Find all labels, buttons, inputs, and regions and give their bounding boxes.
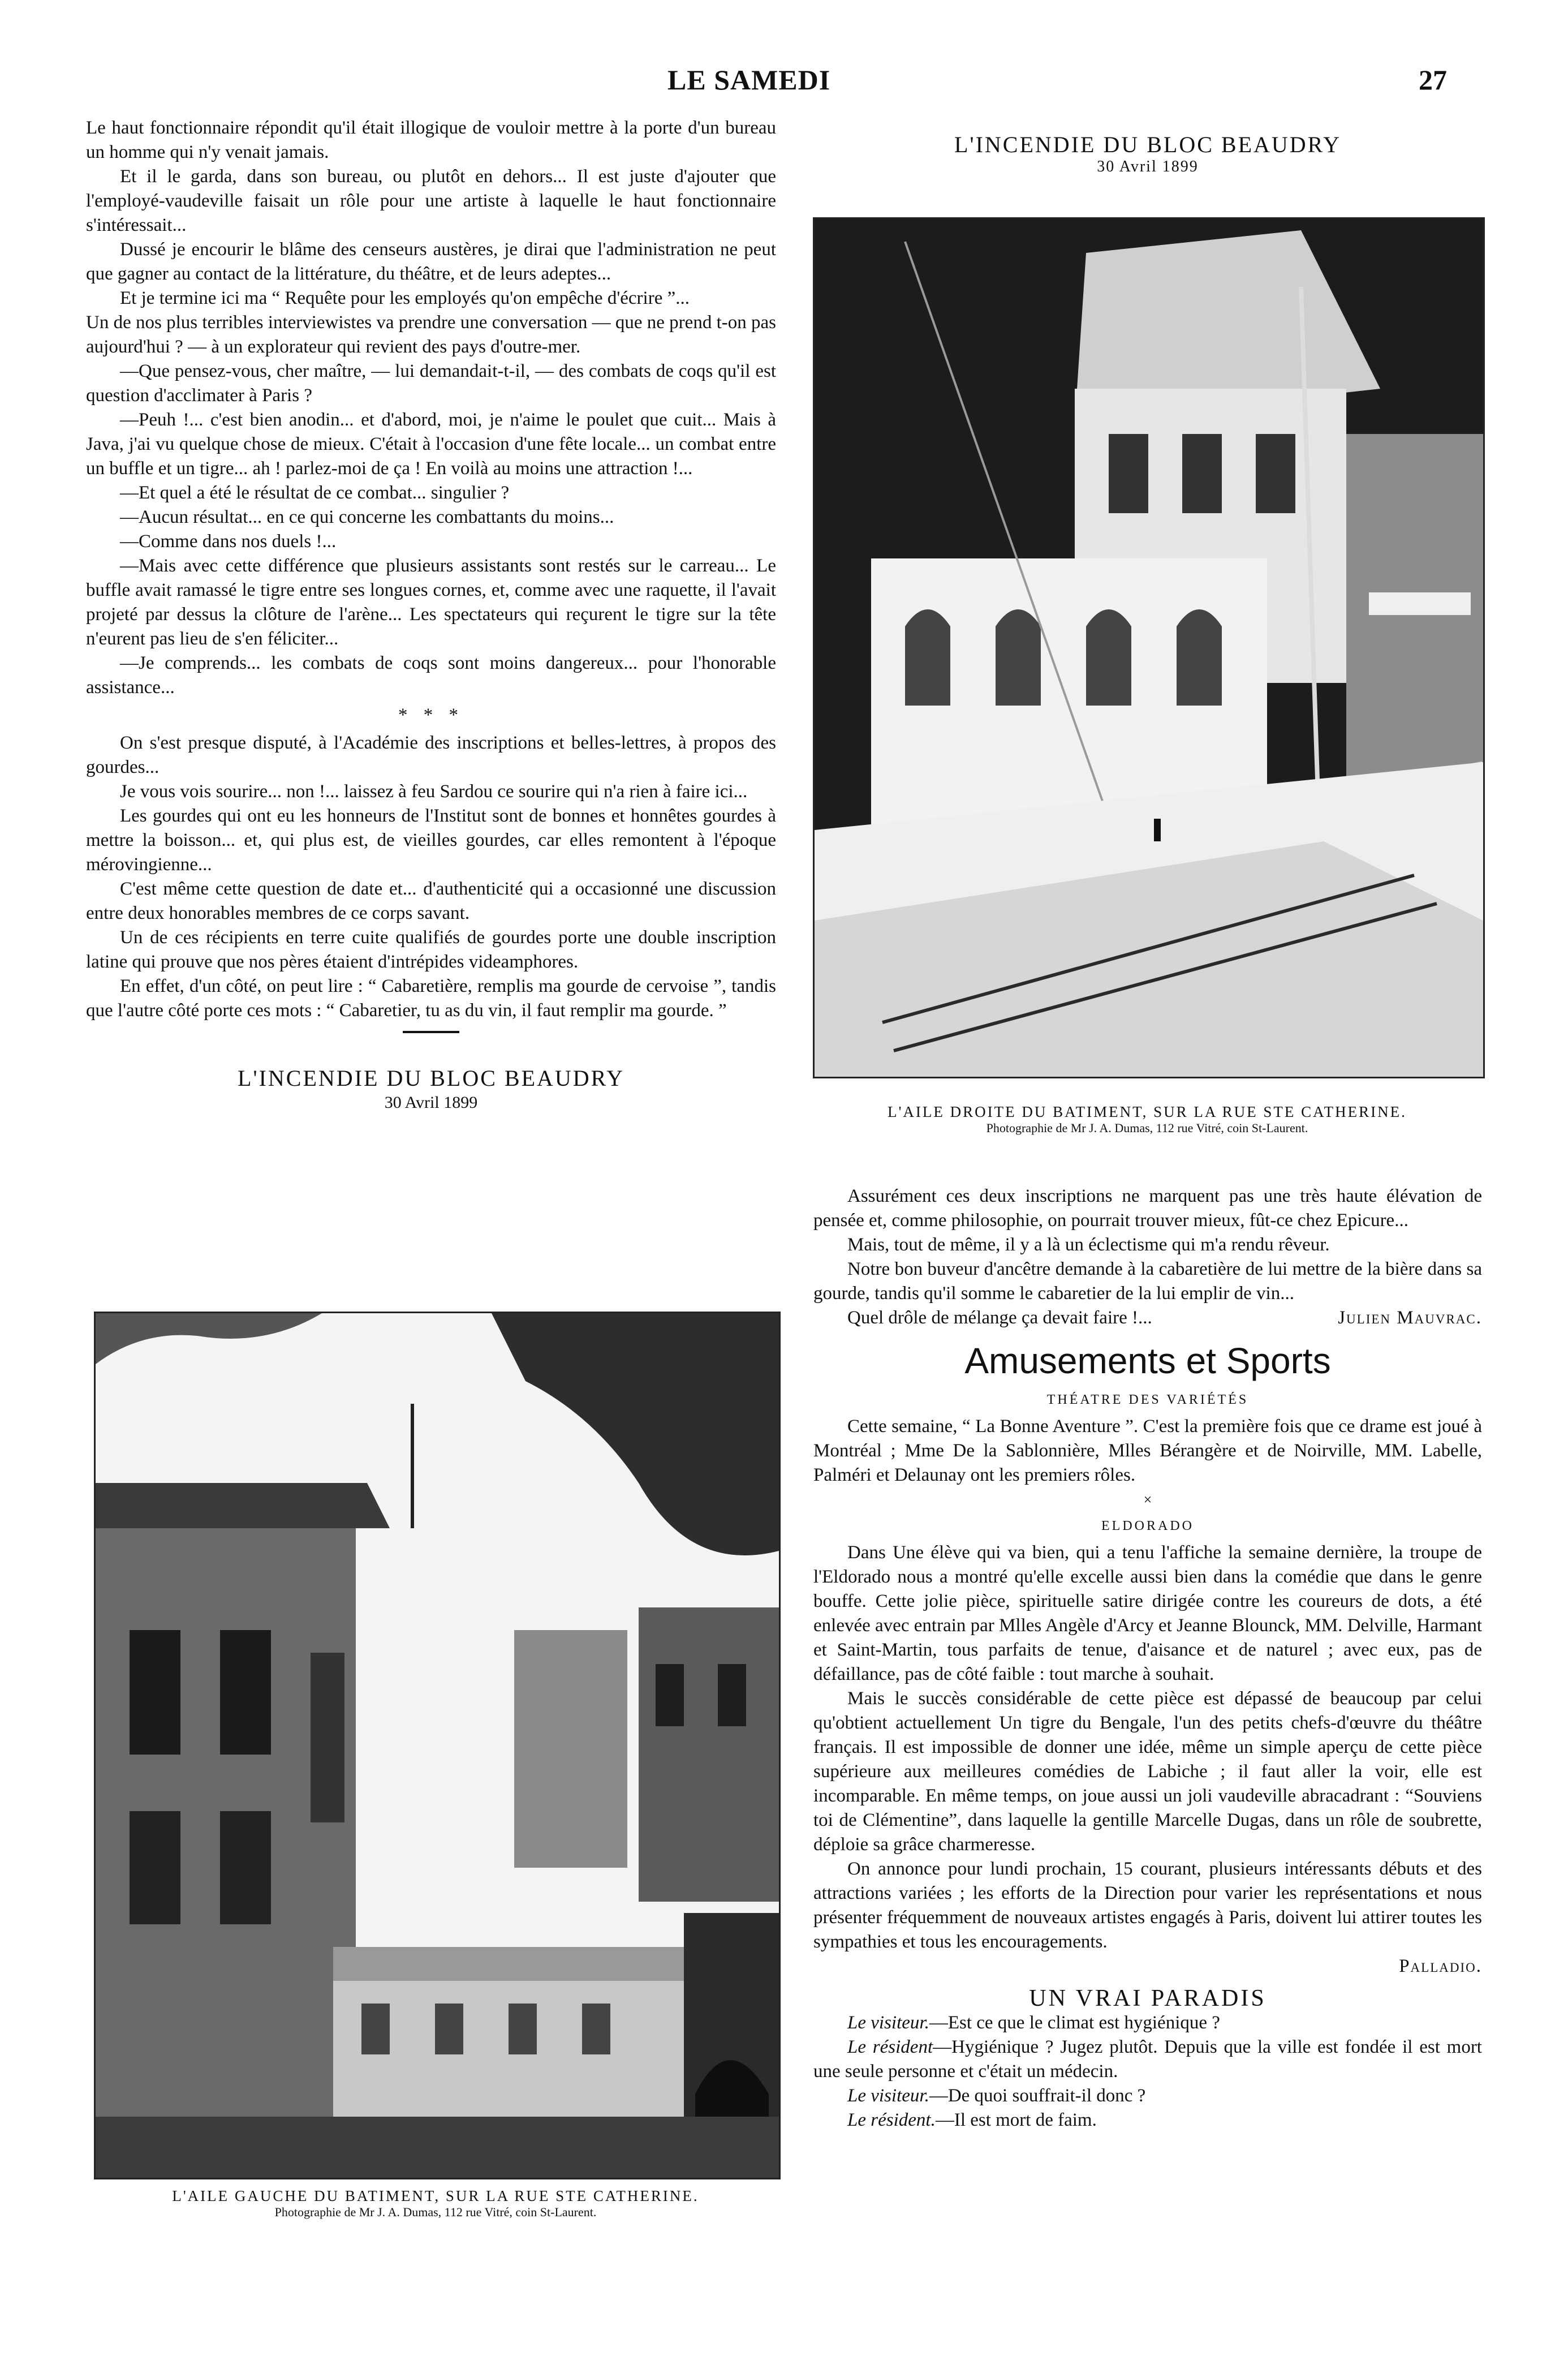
paragraph: Mais, tout de même, il y a là un éclectisme qui m'a rendu rêveur. (847, 1235, 1330, 1255)
photo-caption-left (94, 2187, 777, 2220)
paragraph: —Peuh !... c'est bien anodin... et d'abord, moi, je n'aime le poulet que cuit... Mais à Java, j'ai vu quelque chose de mieux. C'était à l'occasion d'une fête locale... un combat entre un buffle et un tigre... ah ! parlez-moi de ça ! En voilà au moins une attraction !... (86, 410, 776, 479)
right-column (813, 1184, 1482, 2133)
paragraph: En effet, d'un côté, on peut lire : “ Cabaretière, remplis ma gourde de cervoise ”, tandis que l'autre côté porte ces mots : “ Cabaretier, tu as du vin, il faut remplir ma gourde. ” (86, 976, 776, 1021)
paragraph: Et il le garda, dans son bureau, ou plutôt en dehors... Il est juste d'ajouter que l'employé-vaudeville faisait un rôle pour une artiste à laquelle le haut fonctionnaire s'intéressait... (86, 166, 776, 235)
subsection-title: THÉATRE DES VARIÉTÉS (1046, 1392, 1249, 1407)
paragraph: C'est même cette question de date et... d'authenticité qui a occasionné une discussion entre deux honorables membres de ce corps savant. (86, 879, 776, 923)
paragraph: Un de ces récipients en terre cuite qualifiés de gourdes porte une double inscription latine qui prouve que nos pères étaient d'intrépides videamphores. (86, 927, 776, 972)
paragraph (813, 1306, 1482, 1330)
speaker: Le visiteur. (847, 2086, 929, 2106)
paragraph: Notre bon buveur d'ancêtre demande à la cabaretière de lui mettre de la bière dans sa gourde, tandis qu'il somme le cabaretier de la lui emplir de vin... (813, 1259, 1482, 1304)
journal-title: LE SAMEDI (667, 64, 831, 96)
paragraph-text: Quel drôle de mélange ça devait faire !... (847, 1308, 1152, 1328)
paragraph: Je vous vois sourire... non !... laissez à feu Sardou ce sourire qui n'a rien à faire ici... (120, 781, 748, 802)
paragraph: —Je comprends... les combats de coqs sont moins dangereux... pour l'honorable assistance... (86, 653, 776, 698)
paragraph: Le haut fonctionnaire répondit qu'il était illogique de vouloir mettre à la porte d'un bureau un homme qui n'y venait jamais. (86, 118, 776, 162)
speaker: Le visiteur. (847, 2013, 929, 2033)
paragraph: Dussé je encourir le blâme des censeurs austères, je dirai que l'administration ne peut que gagner au contact de la littérature, du théâtre, et de leurs adeptes... (86, 239, 776, 284)
line: —Hygiénique ? Jugez plutôt. Depuis que la ville est fondée il est mort une seule personne et c'était un médecin. (813, 2037, 1482, 2082)
divider (403, 1031, 459, 1033)
paragraph: —Comme dans nos duels !... (120, 531, 337, 552)
dialogue-line (813, 2011, 1482, 2035)
section-separator: * * * (398, 705, 464, 725)
paragraph: —Et quel a été le résultat de ce combat... singulier ? (120, 483, 510, 503)
caption-credit: Photographie de Mr J. A. Dumas, 112 rue Vitré, coin St-Laurent. (986, 1121, 1308, 1135)
caption-title: L'AILE GAUCHE DU BATIMENT, SUR LA RUE STE CATHERINE. (172, 2187, 699, 2204)
paragraph: Les gourdes qui ont eu les honneurs de l'Institut sont de bonnes et honnêtes gourdes à mettre la boisson... et, qui plus est, de vieilles gourdes, car elles remontent à l'époque mérovingienne... (86, 806, 776, 875)
author-signature: Julien Mauvrac. (1338, 1308, 1482, 1328)
separator-mark: × (1143, 1491, 1152, 1508)
dialogue-line (813, 2108, 1482, 2133)
paragraph: On annonce pour lundi prochain, 15 courant, plusieurs intéressants débuts et des attractions variées ; les efforts de la Direction pour varier les représentations et nous présenter fréquemment de nouveaux artistes engagés à Paris, doivent lui attirer toutes les sympathies et tous les encouragements. (813, 1859, 1482, 1952)
photo-caption-right (813, 1103, 1481, 1136)
left-column (86, 116, 776, 1126)
section-title: UN VRAI PARADIS (1029, 1985, 1267, 2011)
page-number: 27 (1419, 64, 1447, 96)
speaker: Le résident. (847, 2110, 936, 2130)
right-section-heading (813, 131, 1482, 176)
section-date: 30 Avril 1899 (384, 1093, 478, 1112)
paragraph: Dans Une élève qui va bien, qui a tenu l'affiche la semaine dernière, la troupe de l'Eldorado nous a montré qu'elle excelle aussi bien dans la comédie que dans le genre bouffe. Cette jolie pièce, spirituelle satire dirigée contre les coureurs de dots, a été enlevée avec entrain par Mlles Angèle d'Arcy et Jeanne Blounck, MM. Delville, Harmant et Saint-Martin, tous parfaits de tenue, d'aisance et de naturel ; avec eux, pas de défaillance, pas de côté faible : tout marche à souhait. (813, 1542, 1482, 1684)
author-signature: Palladio. (1399, 1956, 1482, 1976)
dialogue-line (813, 2035, 1482, 2084)
paragraph: —Mais avec cette différence que plusieurs assistants sont restés sur le carreau... Le buffle avait ramassé le tigre entre ses longues cornes, et, comme avec une raquette, il l'avait projeté par dessus la clôture de l'arène... Les spectateurs qui reçurent le tigre sur la tête n'eurent pas lieu de s'en féliciter... (86, 556, 776, 649)
building-fire-right-wing-photo (813, 217, 1485, 1078)
line: —Est ce que le climat est hygiénique ? (929, 2013, 1220, 2033)
section-date: 30 Avril 1899 (1097, 158, 1199, 175)
paragraph: On s'est presque disputé, à l'Académie des inscriptions et belles-lettres, à propos des gourdes... (86, 733, 776, 777)
caption-title: L'AILE DROITE DU BATIMENT, SUR LA RUE STE CATHERINE. (888, 1103, 1407, 1120)
speaker: Le résident (847, 2037, 933, 2057)
paragraph: Mais le succès considérable de cette pièce est dépassé de beaucoup par celui qu'obtient actuellement Un tigre du Bengale, l'un des petits chefs-d'œuvre du théâtre français. Il est impossible de donner une idée, même un simple aperçu de cette pièce supérieure aux meilleures comédies de Labiche ; il faut aller la voir, elle est incomparable. En même temps, on joue aussi un joli vaudeville abracadrant : “Souviens toi de Clémentine”, dans laquelle la gentille Marcelle Dugas, dans un rôle de soubrette, déploie sa grâce charmeresse. (813, 1688, 1482, 1855)
paragraph: Un de nos plus terribles interviewistes va prendre une conversation — que ne prend t-on pas aujourd'hui ? — à un explorateur qui revient des pays d'outre-mer. (86, 312, 776, 357)
paragraph: Et je termine ici ma “ Requête pour les employés qu'on empêche d'écrire ”... (120, 288, 690, 308)
line: —De quoi souffrait-il donc ? (929, 2086, 1146, 2106)
paragraph: —Que pensez-vous, cher maître, — lui demandait-t-il, — des combats de coqs qu'il est question d'acclimater à Paris ? (86, 361, 776, 406)
paragraph: Cette semaine, “ La Bonne Aventure ”. C'est la première fois que ce drame est joué à Montréal ; Mme De la Sablonnière, Mlles Bérangère et de Noirville, MM. Labelle, Palméri et Delaunay ont les premiers rôles. (813, 1416, 1482, 1485)
section-title: L'INCENDIE DU BLOC BEAUDRY (237, 1065, 625, 1091)
paragraph: Assurément ces deux inscriptions ne marquent pas une très haute élévation de pensée et, comme philosophie, on pourrait trouver mieux, fût-ce chez Epicure... (813, 1186, 1482, 1231)
section-title-amusements: Amusements et Sports (964, 1340, 1331, 1381)
subsection-title: ELDORADO (1101, 1519, 1194, 1533)
section-title: L'INCENDIE DU BLOC BEAUDRY (954, 132, 1342, 157)
paragraph: —Aucun résultat... en ce qui concerne les combattants du moins... (120, 507, 614, 527)
caption-credit: Photographie de Mr J. A. Dumas, 112 rue Vitré, coin St-Laurent. (274, 2205, 597, 2219)
building-fire-left-wing-photo (94, 1312, 781, 2179)
dialogue-line (813, 2084, 1482, 2108)
line: —Il est mort de faim. (935, 2110, 1097, 2130)
